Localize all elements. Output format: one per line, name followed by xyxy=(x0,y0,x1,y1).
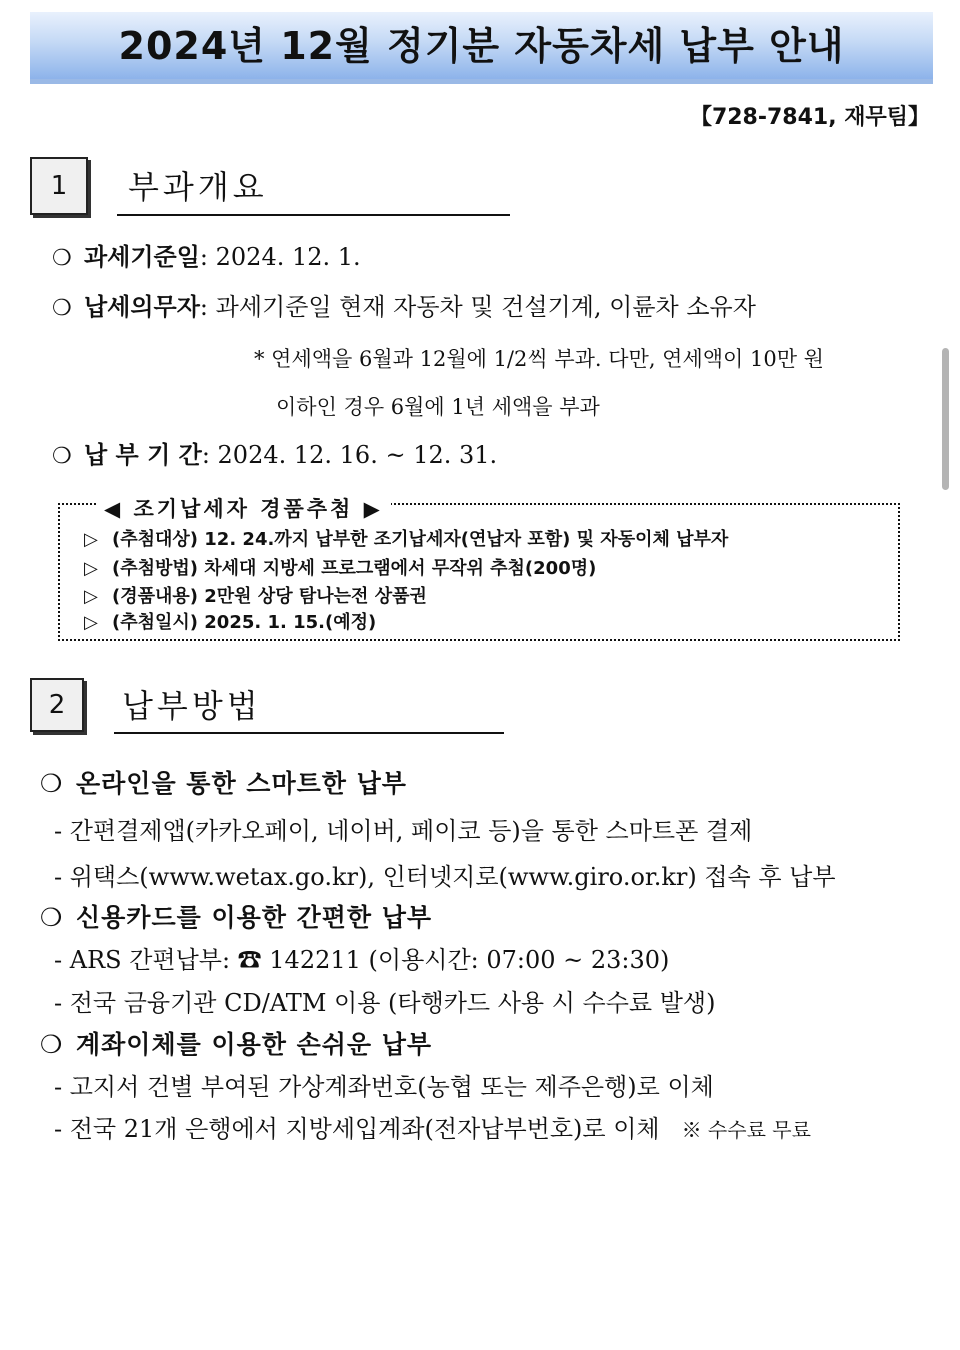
taxpayer-value: : 과세기준일 현재 자동차 및 건설기계, 이륜차 소유자 xyxy=(199,293,756,321)
transfer-payment-line: - 전국 21개 은행에서 지방세입계좌(전자납부번호)로 이체 ※ 수수료 무료 xyxy=(54,1115,811,1143)
payment-period-label: 납 부 기 간 xyxy=(84,441,202,469)
card-payment-line: - 전국 금융기관 CD/ATM 이용 (타행카드 사용 시 수수료 발생) xyxy=(54,989,716,1017)
online-payment-line: - 간편결제앱(카카오페이, 네이버, 페이코 등)을 통한 스마트폰 결제 xyxy=(54,817,753,845)
section-1-heading: 부과개요 xyxy=(128,168,268,206)
event-line: ▷ (경품내용) 2만원 상당 탐나는전 상품권 xyxy=(84,583,427,611)
section-2-heading: 납부방법 xyxy=(122,687,262,725)
bullet-icon: ❍ xyxy=(52,296,72,321)
bullet-icon: ❍ xyxy=(52,444,72,469)
circle-bullet-icon: ❍ xyxy=(40,769,64,798)
circle-bullet-icon: ❍ xyxy=(40,1030,64,1059)
installment-note-line2: 이하인 경우 6월에 1년 세액을 부과 xyxy=(276,395,600,419)
tax-base-date-value: : 2024. 12. 1. xyxy=(199,243,361,271)
tax-base-date-row xyxy=(52,240,361,276)
section-2-number: 2 xyxy=(30,678,84,732)
event-line: ▷ (추첨방법) 차세대 지방세 프로그램에서 무작위 추첨(200명) xyxy=(84,555,596,583)
section-2-underline xyxy=(114,732,504,734)
card-payment-heading: ❍ 신용카드를 이용한 간편한 납부 xyxy=(40,900,432,936)
payment-period-value: : 2024. 12. 16. ~ 12. 31. xyxy=(201,441,498,469)
circle-bullet-icon: ❍ xyxy=(40,903,64,932)
bullet-icon: ❍ xyxy=(52,246,72,271)
event-box-title: ◀ 조기납세자 경품추첨 ▶ xyxy=(96,490,391,528)
payment-period-row xyxy=(52,438,497,474)
page-title: 2024년 12월 정기분 자동차세 납부 안내 xyxy=(118,24,845,68)
triangle-icon: ▷ xyxy=(84,558,98,579)
contact-info: 【728-7841, 재무팀】 xyxy=(689,105,930,130)
taxpayer-row xyxy=(52,290,756,326)
transfer-payment-heading: ❍ 계좌이체를 이용한 손쉬운 납부 xyxy=(40,1027,432,1063)
card-payment-line: - ARS 간편납부: ☎ 142211 (이용시간: 07:00 ~ 23:30) xyxy=(54,946,670,974)
section-1-number: 1 xyxy=(30,157,88,215)
taxpayer-label: 납세의무자 xyxy=(84,293,200,321)
event-line: ▷ (추첨일시) 2025. 1. 15.(예정) xyxy=(84,609,376,637)
event-line: ▷ (추첨대상) 12. 24.까지 납부한 조기납세자(연납자 포함) 및 자동이체 납부자 xyxy=(84,526,728,554)
triangle-icon: ▷ xyxy=(84,612,98,633)
online-payment-heading: ❍ 온라인을 통한 스마트한 납부 xyxy=(40,766,407,802)
triangle-icon: ▷ xyxy=(84,529,98,550)
fee-free-note: ※ 수수료 무료 xyxy=(681,1118,811,1142)
transfer-payment-line: - 고지서 건별 부여된 가상계좌번호(농협 또는 제주은행)로 이체 xyxy=(54,1073,714,1101)
tax-base-date-label: 과세기준일 xyxy=(84,243,200,271)
vertical-scrollbar[interactable] xyxy=(942,348,949,490)
installment-note-line1: * 연세액을 6월과 12월에 1/2씩 부과. 다만, 연세액이 10만 원 xyxy=(254,347,824,371)
section-1-underline xyxy=(117,214,510,216)
online-payment-line: - 위택스(www.wetax.go.kr), 인터넷지로(www.giro.or.kr) 접속 후 납부 xyxy=(54,863,836,891)
triangle-icon: ▷ xyxy=(84,586,98,607)
